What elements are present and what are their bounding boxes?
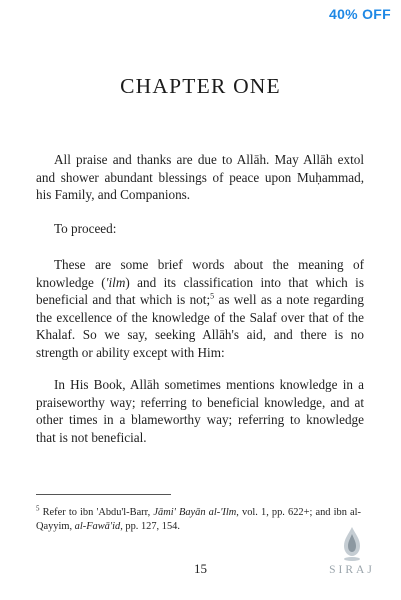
chapter-title: CHAPTER ONE	[120, 74, 281, 98]
siraj-lamp-icon	[339, 526, 365, 562]
discount-badge: 40% OFF	[328, 6, 391, 22]
text-run: as well as a note regarding the excellence of the knowledge of the Salaf over that of the Khalaf. So we say, seeking Allāh's aid, and there is no strength or ability except with Him:	[36, 292, 364, 360]
paragraph-text: In His Book, Allāh sometimes mentions knowledge in a praiseworthy way; referring to beneficial knowledge, and at other times in a blameworthy way; referring to knowledge that is not beneficial.	[36, 377, 364, 445]
text-run: , vol. 1, pp. 622+; and ibn al-Qayyim,	[36, 507, 362, 532]
paragraph-book	[36, 376, 364, 446]
text-run: Refer to ibn 'Abdu'l-Barr,	[39, 507, 154, 518]
italic-title: al-Fawā'id	[74, 521, 121, 532]
footnote	[36, 506, 361, 534]
paragraph-text: All praise and thanks are due to Allāh. May Allāh extol and shower abundant blessings of peace upon Muḥammad, his Family, and Companions.	[36, 152, 364, 202]
italic-title: Jāmi' Bayān al-'Ilm	[153, 507, 237, 518]
paragraph-proceed	[36, 220, 364, 238]
text-run: ) and its classification into that which is beneficial and that which is not;	[36, 274, 364, 307]
siraj-logo	[325, 526, 379, 584]
paragraph-opening	[36, 151, 364, 204]
italic-term: 'ilm	[105, 274, 126, 290]
page-number: 15	[194, 561, 207, 576]
text-run: , pp. 127, 154.	[120, 521, 180, 532]
logo-wordmark: SIRAJ	[329, 564, 375, 576]
footnote-divider	[36, 494, 171, 495]
footnote-ref: 5	[210, 291, 215, 301]
text-run: These are some brief words about the meaning of knowledge (	[36, 257, 364, 290]
footnote-marker: 5	[36, 504, 40, 513]
paragraph-text: To proceed:	[54, 221, 117, 236]
footnote-text	[36, 506, 361, 534]
paragraph-text	[36, 256, 364, 361]
paragraph-knowledge	[36, 256, 364, 361]
